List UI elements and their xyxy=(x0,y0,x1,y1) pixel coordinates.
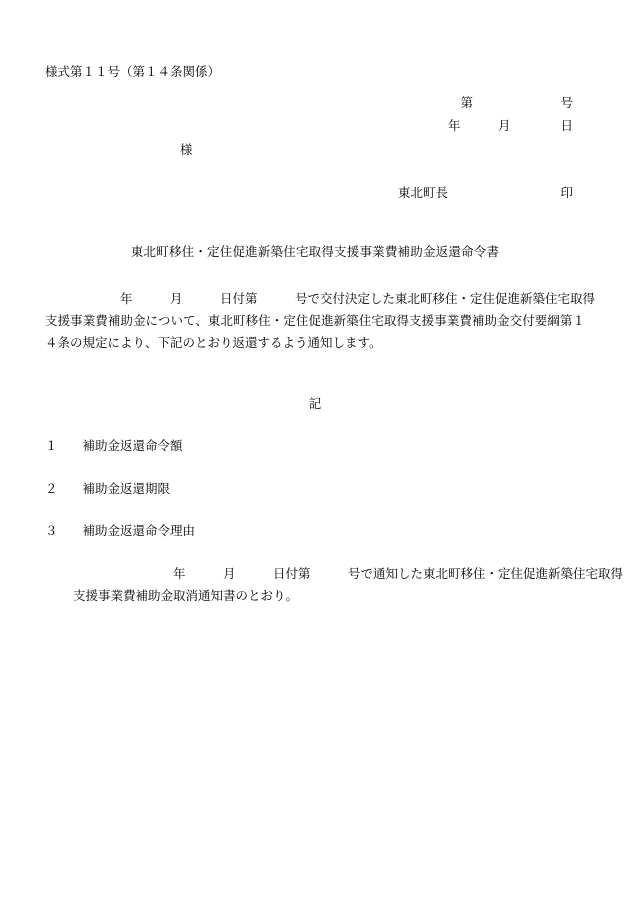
body-paragraph-rest: 支援事業費補助金について、東北町移住・定住促進新築住宅取得支援事業費補助金交付要綱第１４条の規定により、下記のとおり返還するよう通知します。 xyxy=(45,313,585,350)
document-date-line: 年 月 日 xyxy=(447,119,573,133)
form-number: 様式第１１号（第１４条関係） xyxy=(45,65,221,79)
ki-label: 記 xyxy=(308,396,322,411)
document-number-line: 第 号 xyxy=(460,95,573,110)
item-1: １ 補助金返還命令額 xyxy=(45,439,183,454)
reason-paragraph-lead: 年 月 日付第 号で通知した東北町移住・定住促進新築住宅取得 xyxy=(73,566,624,581)
header-right-block xyxy=(45,97,585,133)
body-paragraph xyxy=(45,289,596,355)
issuer-line: 東北町長 印 xyxy=(397,186,573,200)
document-title: 東北町移住・定住促進新築住宅取得支援事業費補助金返還命令書 xyxy=(130,244,500,259)
body-paragraph-lead: 年 月 日付第 号で交付決定した東北町移住・定住促進新築住宅取得 xyxy=(45,292,596,306)
reason-paragraph xyxy=(45,564,624,608)
addressee-label: 様 xyxy=(180,142,193,157)
reason-paragraph-rest: 支援事業費補助金取消通知書のとおり。 xyxy=(73,588,299,603)
item-3: ３ 補助金返還命令理由 xyxy=(45,524,196,539)
item-2: ２ 補助金返還期限 xyxy=(45,481,171,496)
